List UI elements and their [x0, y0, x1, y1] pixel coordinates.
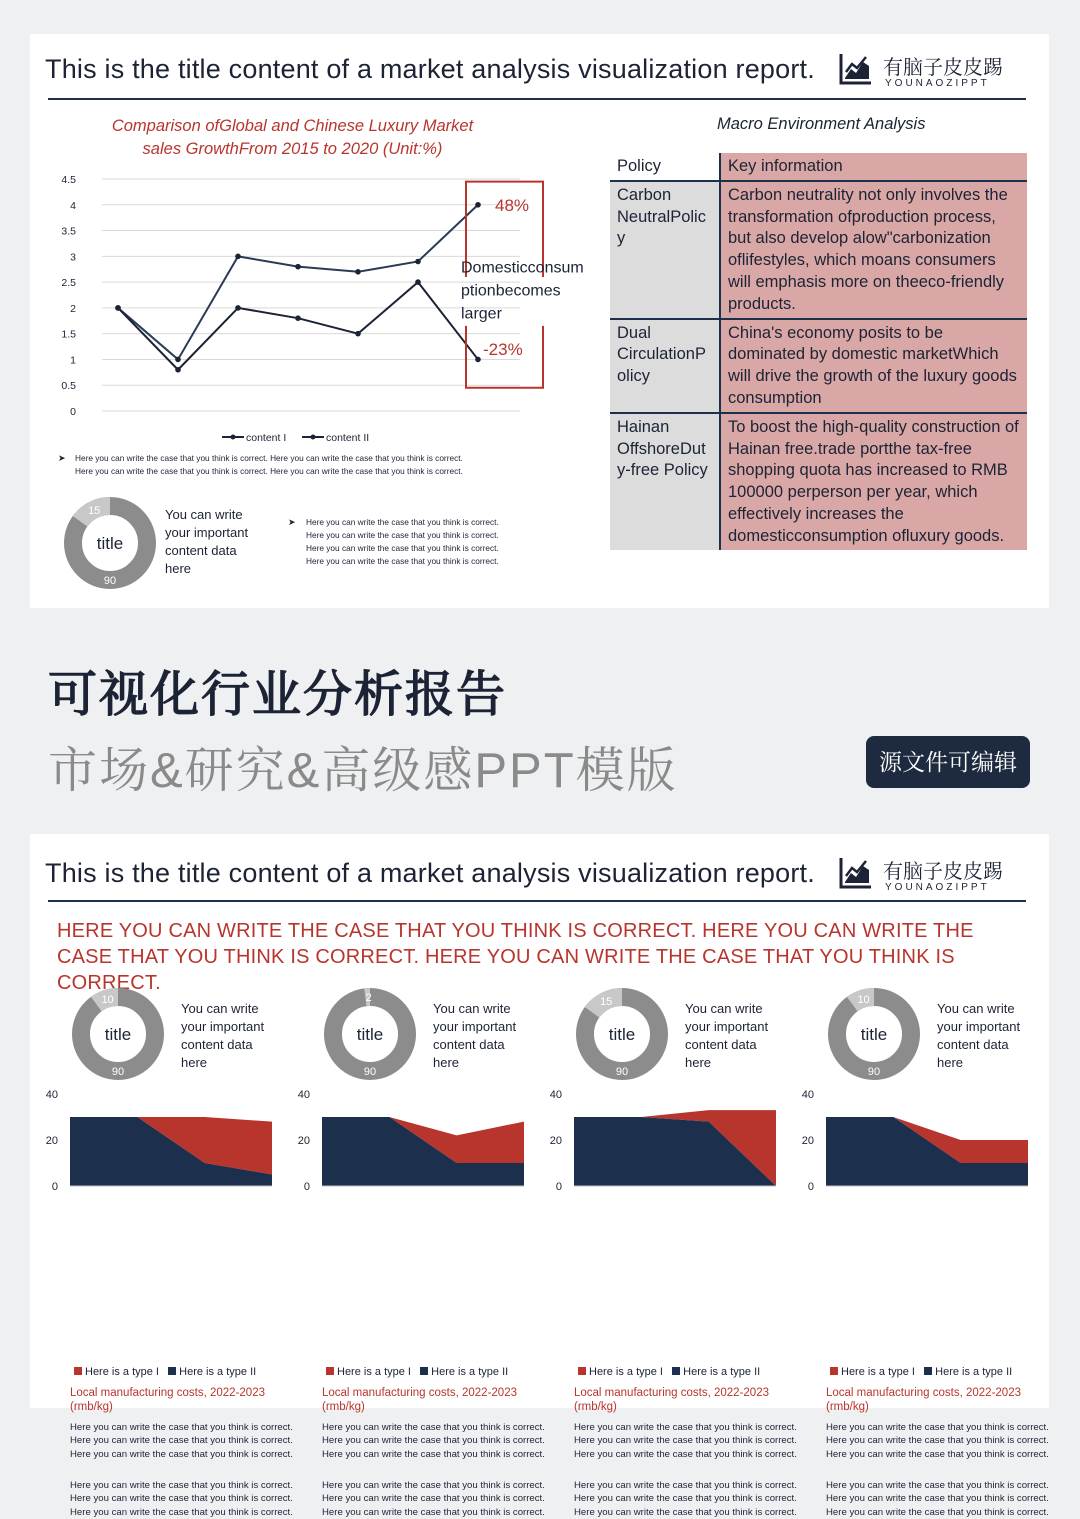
donut-text-line: your important — [685, 1018, 768, 1036]
body-paragraph: Here you can write the case that you think is correct. Here you can write the case that you think is correct. Here you can write the case that you think is correct. — [826, 1479, 1051, 1519]
macro-table — [610, 153, 1027, 550]
legend-label: Here is a type I — [589, 1366, 663, 1378]
chart-legend — [74, 1366, 256, 1378]
donut-description — [685, 1000, 768, 1072]
chart-logo-icon — [839, 856, 873, 890]
donut-text-line: here — [165, 560, 248, 578]
data-point — [415, 259, 421, 265]
y-tick-label: 2 — [70, 303, 76, 315]
body-paragraph: Here you can write the case that you think is correct. Here you can write the case that you think is correct. Here you can write the case that you think is correct. — [574, 1479, 799, 1519]
donut-large-label: 90 — [104, 575, 116, 587]
donut-text-line: content data — [165, 542, 248, 560]
cost-title — [574, 1386, 769, 1414]
table-cell-policy: Carbon NeutralPolic y — [610, 181, 720, 319]
data-point — [175, 357, 181, 363]
data-point — [235, 305, 241, 311]
slide-title: This is the title content of a market analysis visualization report. — [45, 54, 815, 85]
legend-label: Here is a type I — [85, 1366, 159, 1378]
chart-panel — [36, 984, 286, 1404]
body-paragraph: Here you can write the case that you think is correct. Here you can write the case that you think is correct. Here you can write the case that you think is correct. — [70, 1421, 295, 1461]
y-tick-label: 40 — [46, 1089, 58, 1101]
donut-text-line: You can write — [937, 1000, 1020, 1018]
y-tick-label: 4.5 — [61, 174, 76, 186]
y-tick-label: 40 — [298, 1089, 310, 1101]
legend-label: content II — [326, 432, 369, 444]
cost-title-line: (rmb/kg) — [574, 1400, 769, 1414]
donut-description — [181, 1000, 264, 1072]
chart-panel — [288, 984, 538, 1404]
legend-label: Here is a type I — [337, 1366, 411, 1378]
y-tick-label: 20 — [550, 1135, 562, 1147]
brand-logo — [839, 852, 1019, 902]
y-tick-label: 20 — [298, 1135, 310, 1147]
table-header-info: Key information — [720, 153, 1027, 181]
donut-small-label: 2 — [366, 992, 372, 1004]
area-chart — [540, 1084, 790, 1194]
donut-center-label: title — [105, 1025, 131, 1044]
headline: HERE YOU CAN WRITE THE CASE THAT YOU THINK IS CORRECT. HERE YOU CAN WRITE THE CASE THAT YOU THINK IS CORRECT. HERE YOU CAN WRITE THE CASE THAT YOU THINK IS CORRECT. — [57, 918, 1017, 996]
donut-large-label: 90 — [364, 1066, 376, 1078]
chart-legend — [326, 1366, 508, 1378]
cost-title-line: Local manufacturing costs, 2022-2023 — [826, 1386, 1021, 1400]
data-point — [295, 264, 301, 270]
table-row — [610, 413, 1027, 550]
table-cell-policy: Dual CirculationP olicy — [610, 319, 720, 413]
cost-title-line: Local manufacturing costs, 2022-2023 — [70, 1386, 265, 1400]
chart-panel — [540, 984, 790, 1404]
legend-label: Here is a type II — [431, 1366, 508, 1378]
donut-large-label: 90 — [616, 1066, 628, 1078]
slide-title: This is the title content of a market analysis visualization report. — [45, 858, 815, 889]
data-point — [115, 305, 121, 311]
donut-text-line: here — [181, 1054, 264, 1072]
donut-text-line: You can write — [165, 506, 248, 524]
donut-large-label: 90 — [868, 1066, 880, 1078]
legend-swatch-navy — [168, 1367, 176, 1375]
cost-title-line: Local manufacturing costs, 2022-2023 — [574, 1386, 769, 1400]
legend-label: Here is a type I — [841, 1366, 915, 1378]
donut-text-line: You can write — [685, 1000, 768, 1018]
brand-name: 有脑子皮皮踢 — [883, 51, 1003, 80]
banner-subtitle: 市场&研究&高级感PPT模版 — [48, 732, 678, 802]
callout-text-line: ptionbecomes — [461, 283, 561, 300]
donut-text-line: content data — [685, 1036, 768, 1054]
cost-title-line: (rmb/kg) — [322, 1400, 517, 1414]
cost-title — [322, 1386, 517, 1414]
donut-center-label: title — [97, 534, 123, 553]
table-row — [610, 319, 1027, 413]
y-tick-label: 40 — [550, 1089, 562, 1101]
y-tick-label: 20 — [802, 1135, 814, 1147]
table-title: Macro Environment Analysis — [717, 115, 925, 134]
donut-text-line: You can write — [181, 1000, 264, 1018]
chart-note-line2: Here you can write the case that you think is correct. Here you can write the case that you think is correct. — [75, 465, 463, 478]
data-point — [475, 357, 481, 363]
y-tick-label: 1.5 — [61, 329, 76, 341]
brand-subtitle: YOUNAOZIPPT — [885, 882, 990, 893]
donut-text-line: your important — [937, 1018, 1020, 1036]
data-point — [175, 367, 181, 373]
chart-title-line2: sales GrowthFrom 2015 to 2020 (Unit:%) — [80, 138, 505, 161]
table-header-row — [610, 153, 1027, 181]
chart-panel — [792, 984, 1042, 1404]
donut-text-line: content data — [433, 1036, 516, 1054]
brand-logo — [839, 48, 1019, 98]
data-point — [355, 269, 361, 275]
y-tick-label: 2.5 — [61, 277, 76, 289]
data-point — [415, 279, 421, 285]
donut-small-label: 15 — [88, 505, 100, 517]
legend-swatch-navy — [924, 1367, 932, 1375]
donut-description — [937, 1000, 1020, 1072]
chart-title — [80, 115, 505, 161]
y-tick-label: 0 — [808, 1181, 814, 1193]
chart-legend — [578, 1366, 760, 1378]
table-cell-info: To boost the high-quality construction of Hainan free.trade portthe tax-free shopping quota has increased to RMB 100000 perperson per year, which effectively increases the domesticconsumption ofluxury goods. — [720, 413, 1027, 550]
chart-legend — [830, 1366, 1012, 1378]
data-point — [235, 254, 241, 260]
y-tick-label: 0 — [52, 1181, 58, 1193]
side-note-line: Here you can write the case that you think is correct. — [306, 542, 499, 555]
donut-text-line: your important — [165, 524, 248, 542]
donut-chart — [828, 988, 920, 1080]
y-tick-label: 1 — [70, 354, 76, 366]
table-row — [610, 181, 1027, 319]
donut-text-line: here — [937, 1054, 1020, 1072]
donut-center-label: title — [357, 1025, 383, 1044]
donut-large-label: 90 — [112, 1066, 124, 1078]
donut-text-line: your important — [181, 1018, 264, 1036]
donut-text-line: here — [685, 1054, 768, 1072]
legend-marker — [311, 435, 316, 440]
banner-title: 可视化行业分析报告 — [48, 656, 507, 726]
slide-2 — [30, 834, 1049, 1408]
y-tick-label: 0 — [70, 406, 76, 418]
donut-text-line: content data — [937, 1036, 1020, 1054]
donut-chart — [72, 988, 164, 1080]
chart-title-line1: Comparison ofGlobal and Chinese Luxury Market — [80, 115, 505, 138]
body-paragraph: Here you can write the case that you think is correct. Here you can write the case that you think is correct. Here you can write the case that you think is correct. — [322, 1479, 547, 1519]
callout-bottom-label: -23% — [483, 340, 523, 359]
arrow-bullet-icon: ➤ — [288, 516, 296, 529]
legend-label: Here is a type II — [179, 1366, 256, 1378]
data-point — [295, 315, 301, 321]
side-note-line: Here you can write the case that you think is correct. — [306, 555, 499, 568]
editable-badge: 源文件可编辑 — [866, 736, 1030, 788]
side-note-line: Here you can write the case that you think is correct. — [306, 516, 499, 529]
table-cell-info: Carbon neutrality not only involves the transformation ofproduction process, but also develop alow"carbonization oflifestyles, which moans consumers will emphasis more on theeco-friendly products. — [720, 181, 1027, 319]
body-paragraph: Here you can write the case that you think is correct. Here you can write the case that you think is correct. Here you can write the case that you think is correct. — [826, 1421, 1051, 1461]
callout-text-line: Domesticconsum — [461, 260, 584, 277]
donut-chart — [324, 988, 416, 1080]
legend-marker — [231, 435, 236, 440]
y-tick-label: 0 — [556, 1181, 562, 1193]
body-paragraph: Here you can write the case that you think is correct. Here you can write the case that you think is correct. Here you can write the case that you think is correct. — [70, 1479, 295, 1519]
donut-center-label: title — [609, 1025, 635, 1044]
cost-title — [70, 1386, 265, 1414]
donut-chart — [64, 497, 156, 589]
data-point — [475, 202, 481, 208]
arrow-bullet-icon: ➤ — [58, 452, 66, 465]
legend-swatch-red — [74, 1367, 82, 1375]
chart-logo-icon — [839, 52, 873, 86]
cost-title-line: Local manufacturing costs, 2022-2023 — [322, 1386, 517, 1400]
donut-small-label: 10 — [101, 994, 113, 1006]
donut-small-label: 15 — [600, 996, 612, 1008]
y-tick-label: 3 — [70, 251, 76, 263]
legend-swatch-red — [578, 1367, 586, 1375]
legend-label: Here is a type II — [683, 1366, 760, 1378]
y-tick-label: 3.5 — [61, 226, 76, 238]
table-header-policy: Policy — [610, 153, 720, 181]
donut-description — [433, 1000, 516, 1072]
donut-small-label: 10 — [857, 994, 869, 1006]
legend-swatch-navy — [672, 1367, 680, 1375]
cost-title — [826, 1386, 1021, 1414]
y-tick-label: 4 — [70, 200, 76, 212]
callout-text-line: larger — [461, 306, 503, 323]
legend-label: Here is a type II — [935, 1366, 1012, 1378]
donut-description — [165, 506, 248, 578]
series-line — [118, 282, 478, 370]
title-divider — [48, 98, 1026, 100]
table-cell-policy: Hainan OffshoreDut y-free Policy — [610, 413, 720, 550]
donut-center-label: title — [861, 1025, 887, 1044]
data-point — [355, 331, 361, 337]
cost-title-line: (rmb/kg) — [70, 1400, 265, 1414]
legend-swatch-red — [326, 1367, 334, 1375]
cost-title-line: (rmb/kg) — [826, 1400, 1021, 1414]
donut-text-line: here — [433, 1054, 516, 1072]
y-tick-label: 20 — [46, 1135, 58, 1147]
legend-swatch-navy — [420, 1367, 428, 1375]
area-chart — [36, 1084, 286, 1194]
donut-chart — [576, 988, 668, 1080]
table-cell-info: China's economy posits to be dominated by domestic marketWhich will drive the growth of the luxury goods consumption — [720, 319, 1027, 413]
y-tick-label: 40 — [802, 1089, 814, 1101]
donut-text-line: You can write — [433, 1000, 516, 1018]
body-paragraph: Here you can write the case that you think is correct. Here you can write the case that you think is correct. Here you can write the case that you think is correct. — [574, 1421, 799, 1461]
area-chart — [792, 1084, 1042, 1194]
donut-text-line: content data — [181, 1036, 264, 1054]
legend-label: content I — [246, 432, 286, 444]
brand-subtitle: YOUNAOZIPPT — [885, 78, 990, 89]
callout-top-label: 48% — [495, 196, 529, 215]
chart-note-line1: Here you can write the case that you think is correct. Here you can write the case that you think is correct. — [75, 452, 463, 465]
donut-text-line: your important — [433, 1018, 516, 1036]
y-tick-label: 0 — [304, 1181, 310, 1193]
slide-1 — [30, 34, 1049, 608]
side-note-line: Here you can write the case that you think is correct. — [306, 529, 499, 542]
area-chart — [288, 1084, 538, 1194]
y-tick-label: 0.5 — [61, 380, 76, 392]
body-paragraph: Here you can write the case that you think is correct. Here you can write the case that you think is correct. Here you can write the case that you think is correct. — [322, 1421, 547, 1461]
brand-name: 有脑子皮皮踢 — [883, 855, 1003, 884]
legend-swatch-red — [830, 1367, 838, 1375]
line-chart — [48, 169, 618, 449]
